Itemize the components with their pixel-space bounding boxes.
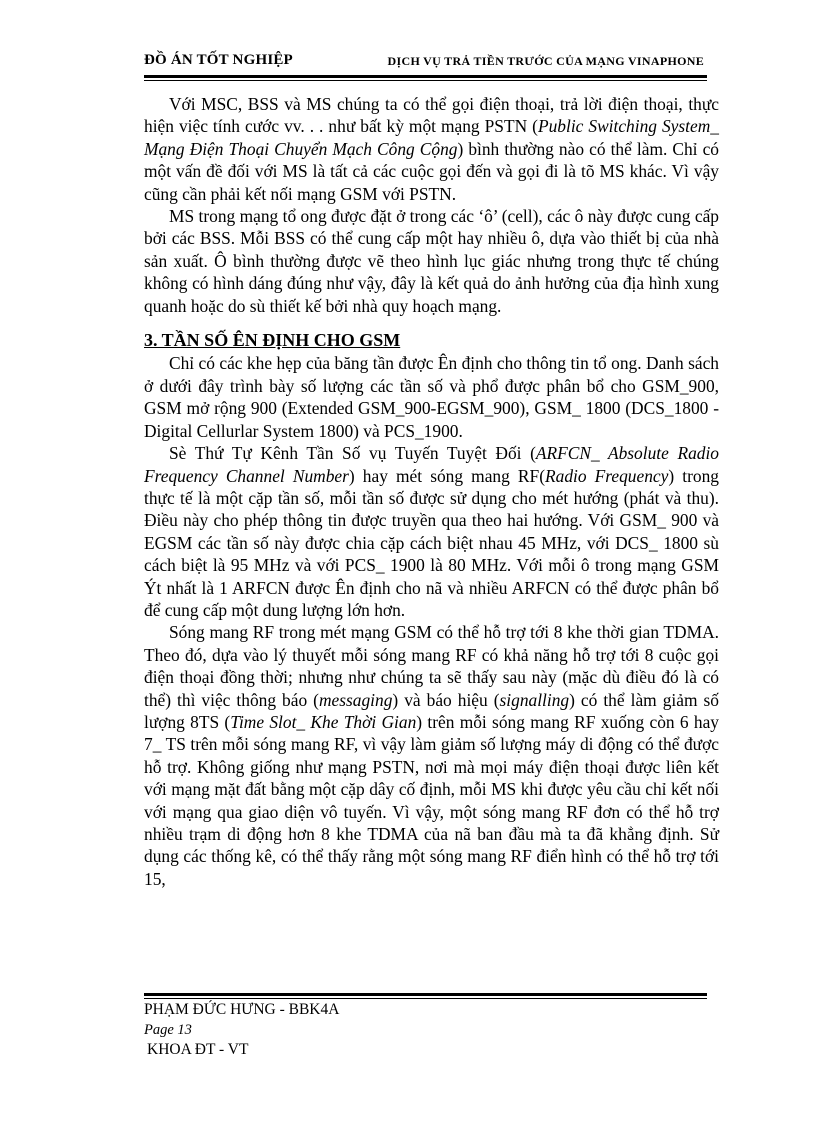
footer-page-number: Page 13 [144,1022,192,1038]
document-body [144,93,719,890]
paragraph-3: Chỉ có các khe hẹp của băng tần được Ên định cho thông tin tổ ong. Danh sách ở dưới đây trình bày số lượng các tần số và phổ được phân bổ cho GSM_900, GSM mở rộng 900 (Extended GSM_900-EGSM_900), GSM_ 1800 (DCS_1800 - Digital Cellurlar System 1800) và PCS_1900. [144,353,719,441]
header-thesis-title: ĐỒ ÁN TỐT NGHIỆP [144,52,293,68]
footer-rule-thick [144,993,707,996]
header-rule-thin [144,80,707,81]
footer-author: PHẠM ĐỨC HƯNG - BBK4A [144,1001,340,1018]
page-header [144,52,704,74]
paragraph-5: Sóng mang RF trong mét mạng GSM có thể hỗ trợ tới 8 khe thời gian TDMA. Theo đó, dựa vào lý thuyết mỗi sóng mang RF có khả năng hỗ trợ tới 8 cuộc gọi điện thoại đồng thời; nhưng như chúng ta sẽ thấy sau này (mặc dù điều đó là có thể) thì việc thông báo (messaging) và báo hiệu (signalling) có thể làm giảm số lượng 8TS (Time Slot_ Khe Thời Gian) trên mỗi sóng mang RF xuống còn 6 hay 7_ TS trên mỗi sóng mang RF, vì vậy làm giảm số lượng máy di động có thể được hỗ trợ. Không giống như mạng PSTN, nơi mà mọi máy điện thoại được liên kết với mạng mặt đất bằng một cặp dây cố định, mỗi MS khi được yêu cầu chỉ kết nối với mạng qua giao diện vô tuyến. Vì vậy, một sóng mang RF đơn có thể hỗ trợ nhiều trạm di động hơn 8 khe TDMA của nã ban đầu mà ta đã khẳng định. Sử dụng các thống kê, có thể thấy rằng một sóng mang RF điển hình có thể hỗ trợ tới 15, [144,622,719,889]
footer-rule-thin [144,998,707,999]
footer-department: KHOA ĐT - VT [147,1041,249,1058]
page-footer [144,1000,339,1060]
paragraph-1: Với MSC, BSS và MS chúng ta có thể gọi điện thoại, trả lời điện thoại, thực hiện việc tính cước vv. . . như bất kỳ một mạng PSTN (Public Switching System_ Mạng Điện Thoại Chuyển Mạch Công Cộng) bình thường nào có thể làm. Chỉ có một vấn đề đối với MS là tất cả các cuộc gọi đến và gọi đi là tõ MS khác. Vì vậy cũng cần phải kết nối mạng GSM với PSTN. [144,94,719,204]
paragraph-2: MS trong mạng tổ ong được đặt ở trong các ‘ô’ (cell), các ô này được cung cấp bởi các BSS. Mỗi BSS có thể cung cấp một hay nhiều ô, dựa vào thiết bị của nhà sản xuất. Ô bình thường được vẽ theo hình lục giác nhưng trong thực tế chúng không có hình dáng đúng như vậy, đây là kết quả do ảnh hưởng của địa hình xung quanh hoặc do sù thiết kế bởi nhà quy hoạch mạng. [144,206,719,316]
section-heading: 3. TẦN SỐ ÊN ĐỊNH CHO GSM [144,330,401,351]
header-rule-thick [144,75,707,78]
header-topic-title: DỊCH VỤ TRẢ TIỀN TRƯỚC CỦA MẠNG VINAPHONE [387,54,704,68]
paragraph-4: Sè Thứ Tự Kênh Tần Số vụ Tuyến Tuyệt Đối (ARFCN_ Absolute Radio Frequency Channel Number) hay mét sóng mang RF(Radio Frequency) trong thực tế là một cặp tần số, mỗi tần số được sử dụng cho mét hướng (phát và thu). Điều này cho phép thông tin được truyền qua theo hai hướng. Với GSM_ 900 và EGSM các tần số này được chia cặp cách biệt nhau 45 MHz, với DCS_ 1800 sù cách biệt là 95 MHz và với PCS_ 1900 là 80 MHz. Với mỗi ô trong mạng GSM Ýt nhất là 1 ARFCN được Ên định cho nã và nhiều ARFCN có thể được phân bổ để cung cấp một dung lượng lớn hơn. [144,443,719,620]
